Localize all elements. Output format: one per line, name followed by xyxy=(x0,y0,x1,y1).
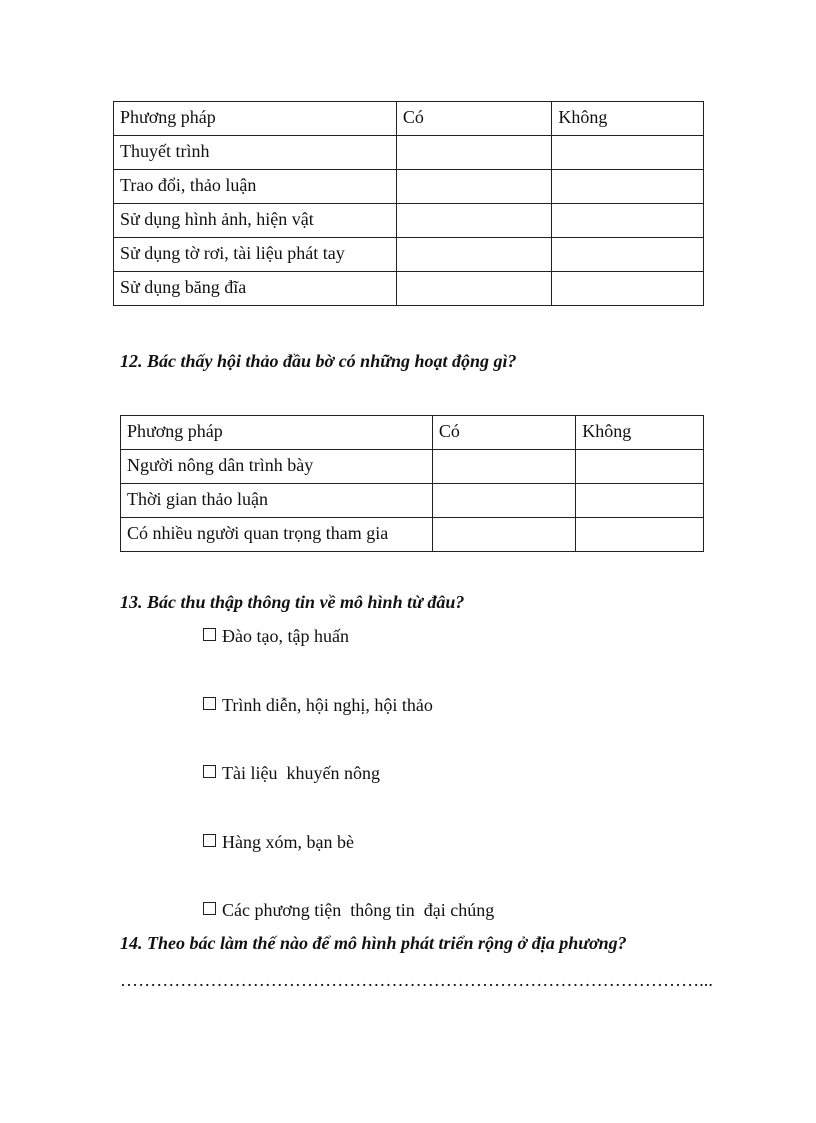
table-row xyxy=(114,136,704,170)
yes-cell[interactable] xyxy=(396,204,552,238)
yes-cell[interactable] xyxy=(432,450,575,484)
row-label: Sử dụng băng đĩa xyxy=(114,272,397,306)
methods-table xyxy=(113,101,704,306)
header-yes: Có xyxy=(396,102,552,136)
option-extension-materials[interactable] xyxy=(203,761,494,830)
no-cell[interactable] xyxy=(552,204,704,238)
checkbox[interactable] xyxy=(203,765,216,778)
row-label: Có nhiều người quan trọng tham gia xyxy=(121,518,433,552)
no-cell[interactable] xyxy=(552,272,704,306)
checkbox[interactable] xyxy=(203,697,216,710)
row-label: Sử dụng tờ rơi, tài liệu phát tay xyxy=(114,238,397,272)
option-label: Trình diễn, hội nghị, hội thảo xyxy=(222,694,433,715)
question-14: 14. Theo bác làm thế nào để mô hình phát triển rộng ở địa phương? xyxy=(120,933,627,953)
table-row xyxy=(121,518,704,552)
header-no: Không xyxy=(552,102,704,136)
no-cell[interactable] xyxy=(576,484,704,518)
row-label: Thuyết trình xyxy=(114,136,397,170)
option-demonstration[interactable] xyxy=(203,693,494,762)
yes-cell[interactable] xyxy=(396,170,552,204)
header-yes: Có xyxy=(432,416,575,450)
answer-line[interactable]: ……………………………………………………………………………………... xyxy=(120,970,713,990)
no-cell[interactable] xyxy=(576,450,704,484)
info-source-options xyxy=(203,624,494,967)
checkbox[interactable] xyxy=(203,902,216,915)
no-cell[interactable] xyxy=(552,238,704,272)
option-label: Các phương tiện thông tin đại chúng xyxy=(222,900,495,920)
option-label: Hàng xóm, bạn bè xyxy=(222,831,354,852)
row-label: Sử dụng hình ảnh, hiện vật xyxy=(114,204,397,238)
no-cell[interactable] xyxy=(552,170,704,204)
table-row xyxy=(114,170,704,204)
yes-cell[interactable] xyxy=(432,518,575,552)
option-label: Đào tạo, tập huấn xyxy=(222,626,349,646)
option-neighbors[interactable] xyxy=(203,830,494,899)
row-label: Người nông dân trình bày xyxy=(121,450,433,484)
header-method: Phương pháp xyxy=(121,416,433,450)
no-cell[interactable] xyxy=(576,518,704,552)
yes-cell[interactable] xyxy=(396,238,552,272)
workshop-activities-table xyxy=(120,415,704,552)
yes-cell[interactable] xyxy=(396,272,552,306)
question-12: 12. Bác thấy hội thảo đầu bờ có những hoạt động gì? xyxy=(120,351,517,371)
table-row xyxy=(121,450,704,484)
table-row xyxy=(114,204,704,238)
table-header-row xyxy=(114,102,704,136)
checkbox[interactable] xyxy=(203,628,216,641)
checkbox[interactable] xyxy=(203,834,216,847)
yes-cell[interactable] xyxy=(396,136,552,170)
yes-cell[interactable] xyxy=(432,484,575,518)
row-label: Trao đổi, thảo luận xyxy=(114,170,397,204)
question-13: 13. Bác thu thập thông tin về mô hình từ đâu? xyxy=(120,592,465,612)
option-training[interactable] xyxy=(203,624,494,693)
header-method: Phương pháp xyxy=(114,102,397,136)
header-no: Không xyxy=(576,416,704,450)
row-label: Thời gian thảo luận xyxy=(121,484,433,518)
table-header-row xyxy=(121,416,704,450)
table-row xyxy=(121,484,704,518)
no-cell[interactable] xyxy=(552,136,704,170)
option-label: Tài liệu khuyến nông xyxy=(222,763,380,783)
table-row xyxy=(114,238,704,272)
table-row xyxy=(114,272,704,306)
